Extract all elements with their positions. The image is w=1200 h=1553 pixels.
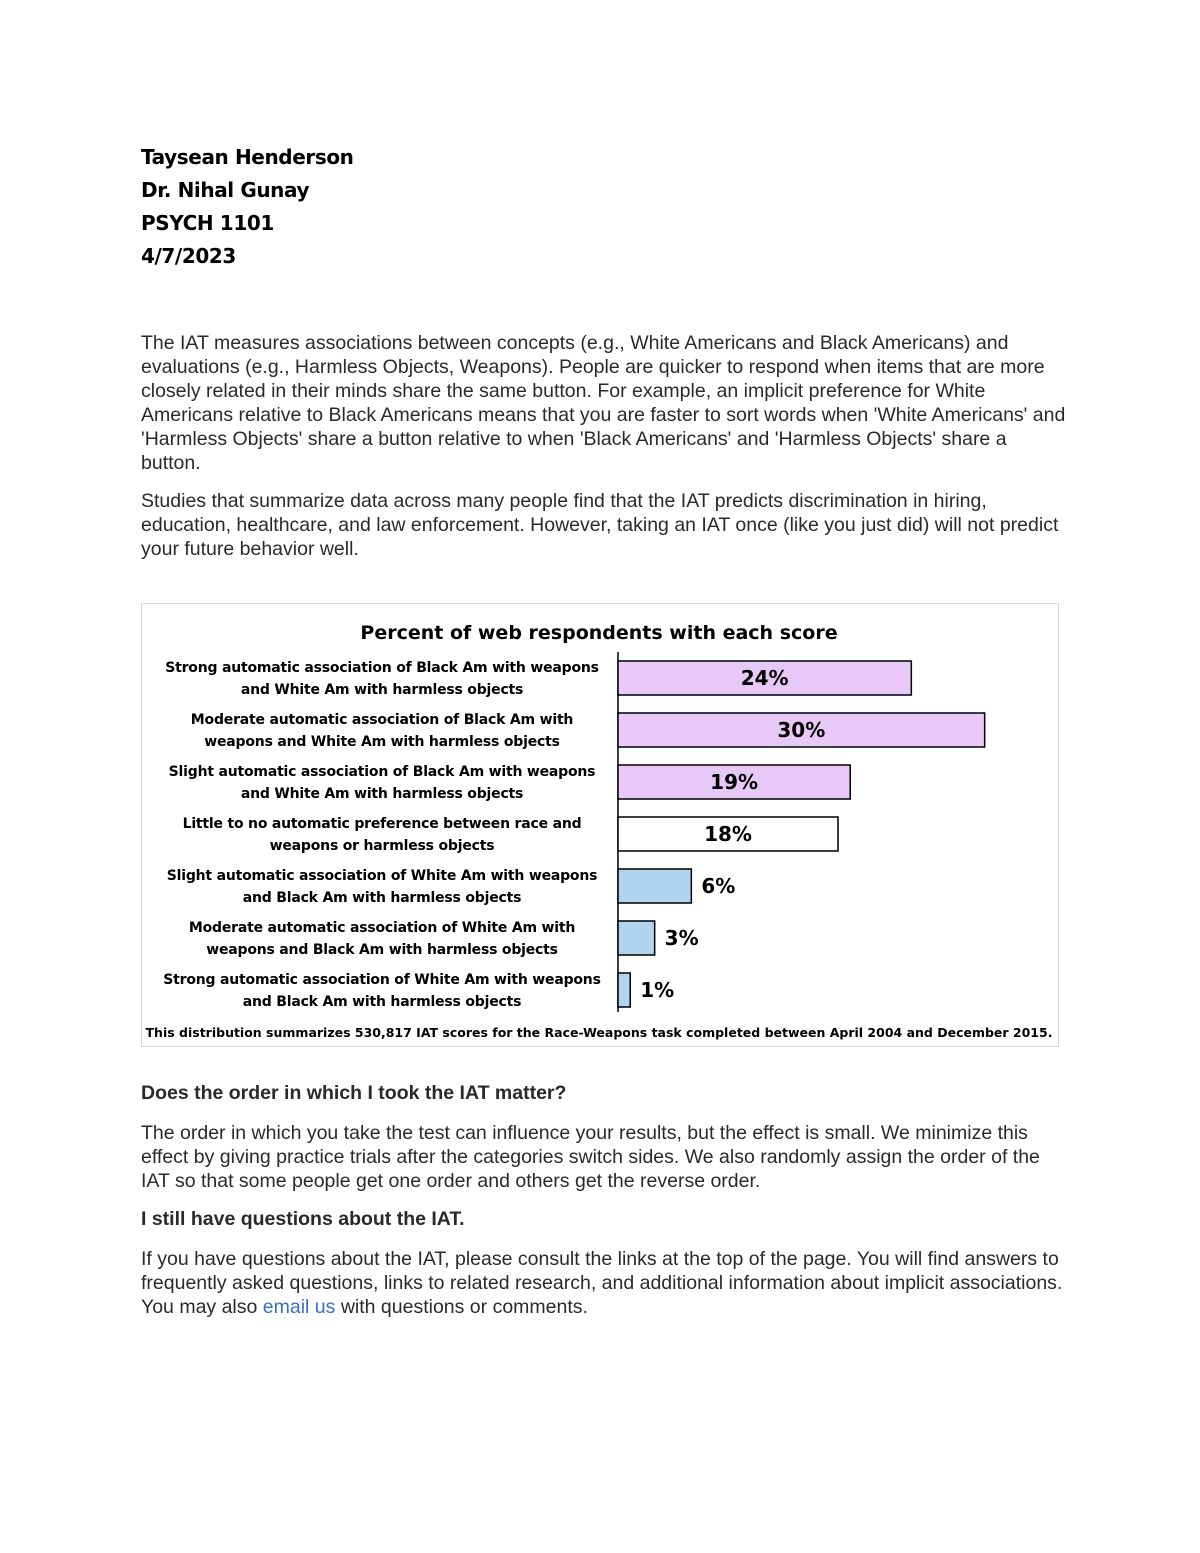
document-header <box>141 142 354 274</box>
chart-value-label-3: 19% <box>710 770 759 794</box>
chart-category-label-3: Slight automatic association of Black Am with weapons and White Am with harmless objects <box>168 764 596 802</box>
chart-bar-5 <box>618 869 691 903</box>
student-name: Taysean Henderson <box>141 145 354 169</box>
chart-category-label-1: Strong automatic association of Black Am with weapons and White Am with harmless objects <box>165 660 599 698</box>
score-distribution-chart <box>141 603 1059 1047</box>
chart-category-label-5: Slight automatic association of White Am with weapons and Black Am with harmless objects <box>166 868 598 906</box>
chart-value-label-1: 24% <box>740 666 789 690</box>
chart-category-label-6: Moderate automatic association of White Am with weapons and Black Am with harmless objects <box>188 920 576 958</box>
chart-title: Percent of web respondents with each score <box>360 622 838 644</box>
chart-value-label-7: 1% <box>640 978 675 1002</box>
chart-category-label-4: Little to no automatic preference between race and weapons or harmless objects <box>182 816 582 854</box>
paragraph-questions-text-end: with questions or comments. <box>335 1296 588 1318</box>
paragraph-questions-text-start: If you have questions about the IAT, please consult the links at the top of the page. You will find answers to frequently asked questions, links to related research, and additional information about implicit associations. You may also <box>141 1248 1063 1318</box>
paragraph-questions <box>141 1247 1066 1319</box>
document-date: 4/7/2023 <box>141 244 236 268</box>
chart-footnote: This distribution summarizes 530,817 IAT scores for the Race-Weapons task completed between April 2004 and December 2015. <box>145 1025 1053 1040</box>
paragraph-order: The order in which you take the test can influence your results, but the effect is small. We minimize this effect by giving practice trials after the categories switch sides. We also randomly assign the order of the IAT so that some people get one order and others get the reverse order. <box>141 1122 1040 1192</box>
chart-category-label-7: Strong automatic association of White Am with weapons and Black Am with harmless objects <box>163 972 601 1010</box>
paragraph-iat-predicts: Studies that summarize data across many people find that the IAT predicts discrimination in hiring, education, healthcare, and law enforcement. However, taking an IAT once (like you just did) will not predict your future behavior well. <box>141 490 1059 560</box>
instructor-name: Dr. Nihal Gunay <box>141 178 310 202</box>
email-us-link[interactable]: email us <box>262 1296 336 1318</box>
chart-canvas <box>142 604 1058 1046</box>
chart-value-label-4: 18% <box>704 822 752 846</box>
section-heading-order: Does the order in which I took the IAT matter? <box>141 1082 567 1104</box>
chart-bars <box>163 660 984 1010</box>
course-code: PSYCH 1101 <box>141 211 274 235</box>
chart-value-label-2: 30% <box>777 718 826 742</box>
chart-bar-6 <box>618 921 655 955</box>
chart-value-label-5: 6% <box>701 874 736 898</box>
chart-category-label-2: Moderate automatic association of Black Am with weapons and White Am with harmless objects <box>190 712 574 750</box>
section-heading-questions: I still have questions about the IAT. <box>141 1208 465 1230</box>
chart-value-label-6: 3% <box>664 926 699 950</box>
paragraph-iat-measures: The IAT measures associations between concepts (e.g., White Americans and Black Americans) and evaluations (e.g., Harmless Objects, Weapons). People are quicker to respond when items that are more closely related in their minds share the same button. For example, an implicit preference for White Americans relative to Black Americans means that you are faster to sort words when 'White Americans' and 'Harmless Objects' share a button relative to when 'Black Americans' and 'Harmless Objects' share a button. <box>141 332 1066 474</box>
chart-bar-7 <box>618 973 630 1007</box>
